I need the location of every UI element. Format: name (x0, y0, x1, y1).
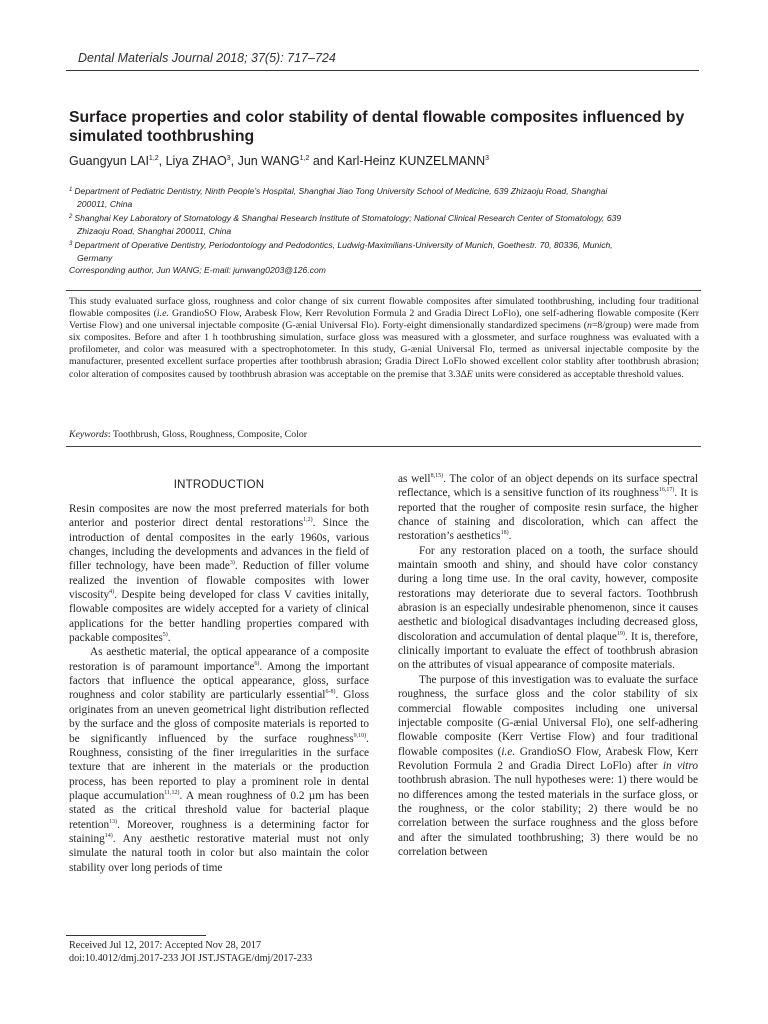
paragraph-text: . Gloss originates from an uneven geometrical light distribution reflected by the surface and the gloss of composite materials is reported to be significantly influenced by the surface roughness (69, 689, 370, 745)
affiliation-text: Shanghai Key Laboratory of Stomatology & Shanghai Research Institute of Stomatology; National Clinical Research Center of Stomatology, 639 (74, 213, 622, 223)
affiliation-2 (69, 211, 705, 238)
reference-mark: 18) (500, 530, 509, 537)
author-affiliation-mark: 1,2 (148, 154, 159, 162)
paragraph-text: toothbrush abrasion. The null hypotheses were: 1) there would be no differences among the tested materials in the surface gloss, or the roughness, or the color stability; 2) there would be no correlation between the surface roughness and the gloss before and after the simulated toothbrushing; 3) there would be no correlation between (398, 774, 698, 858)
doi-line: doi:10.4012/dmj.2017-233 JOI JST.JSTAGE/dmj/2017-233 (69, 953, 313, 964)
paragraph-text: . Any aesthetic restorative material must not only simulate the natural tooth in color but also maintain the color stability over long periods of time (69, 832, 369, 874)
author-name: , Liya ZHAO (158, 154, 227, 168)
abstract-text: This study evaluated surface gloss, roughness and color change of six current flowable composites after simulated toothbrushing, including four traditional flowable composites ( (69, 296, 699, 320)
abstract (69, 296, 699, 381)
author-list (69, 154, 489, 168)
paragraph-text: . Since the introduction of dental composites in the early 1960s, various changes, including the developments and advances in the field of filler technology, have been made (69, 517, 369, 573)
paragraph-italic: i.e. (501, 745, 516, 758)
abstract-text: units were considered as acceptable threshold values. (472, 368, 684, 380)
journal-citation: Dental Materials Journal 2018; 37(5): 717–724 (78, 51, 336, 65)
affiliation-number: 3 (69, 241, 73, 247)
paragraph-text: For any restoration placed on a tooth, the surface should maintain smooth and shiny, and should have color constancy during a long time use. In the oral cavity, however, composite restorations may deteriorate due to several factors. Toothbrush abrasion is an especially undesirable phenomenon, since it causes aesthetic and biological disadvantages including decreased gloss, discoloration and accumulation of dental plaque (398, 544, 698, 643)
abstract-text: GrandioSO Flow, Arabesk Flow, Kerr Revolution Formula 2 and Gradia Direct LoFlo), one self-adhering flowable composite (Kerr Vertise Flow) and one universal injectable composite (G-ænial Universal Flo). Forty-eight dimensionally standardized specimens ( (69, 308, 699, 332)
article-title: Surface properties and color stability of dental flowable composites influenced by simulated toothbrushing (69, 109, 685, 145)
paragraph-text: GrandioSO Flow, Arabesk Flow, Kerr Revolution Formula 2 and Gradia Direct LoFlo) after (398, 745, 699, 772)
abstract-n: n (586, 320, 592, 332)
paragraph-italic: in vitro (662, 759, 699, 772)
reference-mark: 6-8) (325, 689, 336, 696)
corresponding-author: Corresponding author, Jun WANG; E-mail: junwang0203@126.com (69, 265, 326, 275)
reference-mark: 4) (109, 589, 115, 596)
paragraph-text: The purpose of this investigation was to evaluate the surface roughness, the surface gloss and the color stability of six commercial flowable composites including one universal injectable composite (G-ænial Universal Flo), one self-adhering flowable composite (Kerr Vertise Flow) and four traditional flowable composites ( (398, 673, 698, 758)
author-name: , Jun WANG (230, 154, 300, 168)
reference-mark: 1,2) (303, 517, 313, 524)
paragraph (398, 673, 698, 859)
footnote-rule (66, 935, 206, 936)
reference-mark: 5) (162, 632, 168, 639)
paragraph (69, 502, 369, 645)
body-column-left (69, 502, 369, 875)
paragraph-text: . It is, therefore, clinically important to evaluate the effect of toothbrush abrasion on the attributes of visual appearance of composite materials. (398, 630, 698, 672)
paragraph-text: . The color of an object depends on its surface spectral reflectance, which is a sensitive function of its roughness (398, 473, 698, 500)
author-name: and Karl-Heinz KUNZELMANN (309, 154, 486, 168)
author-affiliation-mark: 3 (485, 154, 490, 162)
author-name: Guangyun LAI (69, 154, 149, 168)
author-affiliation-mark: 1,2 (299, 154, 310, 162)
reference-mark: 14) (104, 833, 113, 840)
author-affiliation-mark: 3 (226, 154, 231, 162)
reference-mark: 13) (109, 818, 118, 825)
affiliation-text-cont: Zhizaoju Road, Shanghai 200011, China (77, 226, 232, 236)
abstract-bottom-rule (66, 446, 701, 447)
paragraph (69, 645, 369, 875)
paragraph-text: . It is reported that the rougher of composite resin surface, the higher chance of staining and discoloration, which can affect the restoration’s aesthetics (398, 487, 698, 543)
reference-mark: 16,17) (658, 487, 675, 494)
paragraph-text: . Among the important factors that influence the optical appearance, gloss, surface roughness and color stability are particularly essential (69, 660, 369, 702)
received-dates: Received Jul 12, 2017: Accepted Nov 28, 2017 (69, 940, 262, 951)
affiliation-text: Department of Pediatric Dentistry, Ninth People’s Hospital, Shanghai Jiao Tong University School of Medicine, 639 Zhizaoju Road, Shanghai (74, 186, 608, 196)
reference-mark: 11,12) (164, 790, 180, 797)
paragraph (398, 544, 698, 673)
paragraph-text: . Roughness, consisting of the finer irregularities in the surface texture that are inherent in the materials or the production process, has been reported to play a prominent role in dental plaque accumulation (69, 732, 369, 802)
affiliation-1 (69, 184, 705, 211)
reference-mark: 8,15) (430, 473, 444, 480)
paragraph-text: . (167, 632, 171, 645)
paragraph-text: . Moreover, roughness is a determining factor for staining (69, 818, 369, 845)
affiliation-text-cont: 200011, China (77, 199, 133, 209)
abstract-e: E (466, 368, 473, 380)
abstract-top-rule (66, 290, 701, 291)
keywords (69, 429, 307, 440)
affiliation-number: 1 (69, 187, 73, 193)
reference-mark: 3) (229, 560, 235, 567)
affiliation-3 (69, 238, 705, 265)
paragraph-text: . Despite being developed for class V cavities initally, flowable composites are widely accepted for a variety of clinical applications for the better handling properties compared with packable composites (69, 589, 369, 645)
paragraph-text: as well (398, 473, 431, 485)
paragraph-text: . Reduction of filler volume realized the invention of flowable composites with lower viscosity (69, 560, 369, 602)
keywords-label: Keywords (69, 429, 108, 440)
abstract-text: =8/group) were made from six composites. Before and after 1 h toothbrushing simulation, surface gloss was measured with a glossmeter, and surface roughness was evaluated with a profilometer, and color was measured with a spectrophotometer. In this study, G-ænial Universal Flo, termed as universal injectable composite by the manufacturer, presented excellent surface properties after toothbrush abrasion; Gradia Direct LoFlo showed excellent color stablity after toothbrush abrasion; color alteration of composites caused by toothbrush abrasion was acceptable on the premise that 3.3Δ (69, 320, 700, 380)
paragraph-text: . (508, 530, 512, 543)
paragraph-text: . A mean roughness of 0.2 µm has been stated as the critical threshold value for bacterial plaque retention (69, 789, 369, 831)
body-column-right (398, 472, 698, 859)
reference-mark: 6) (254, 661, 260, 668)
section-heading: INTRODUCTION (173, 479, 265, 491)
reference-mark: 19) (616, 631, 625, 638)
reference-mark: 9,10) (353, 732, 367, 739)
abstract-ie: i.e. (156, 308, 169, 320)
paragraph-text: As aesthetic material, the optical appearance of a composite restoration is of paramount importance (69, 646, 369, 673)
paragraph-text: Resin composites are now the most preferred materials for both anterior and posterior direct dental restorations (69, 503, 369, 530)
keywords-list: : Toothbrush, Gloss, Roughness, Composite, Color (107, 429, 307, 440)
header-rule (66, 70, 699, 71)
paragraph (398, 472, 698, 544)
affiliation-text: Department of Operative Dentistry, Periodontology and Pedodontics, Ludwig-Maximilians-University of Munich, Goethestr. 70, 80336, Munich, (74, 240, 613, 250)
affiliation-number: 2 (69, 214, 73, 220)
affiliation-text-cont: Germany (77, 253, 113, 263)
